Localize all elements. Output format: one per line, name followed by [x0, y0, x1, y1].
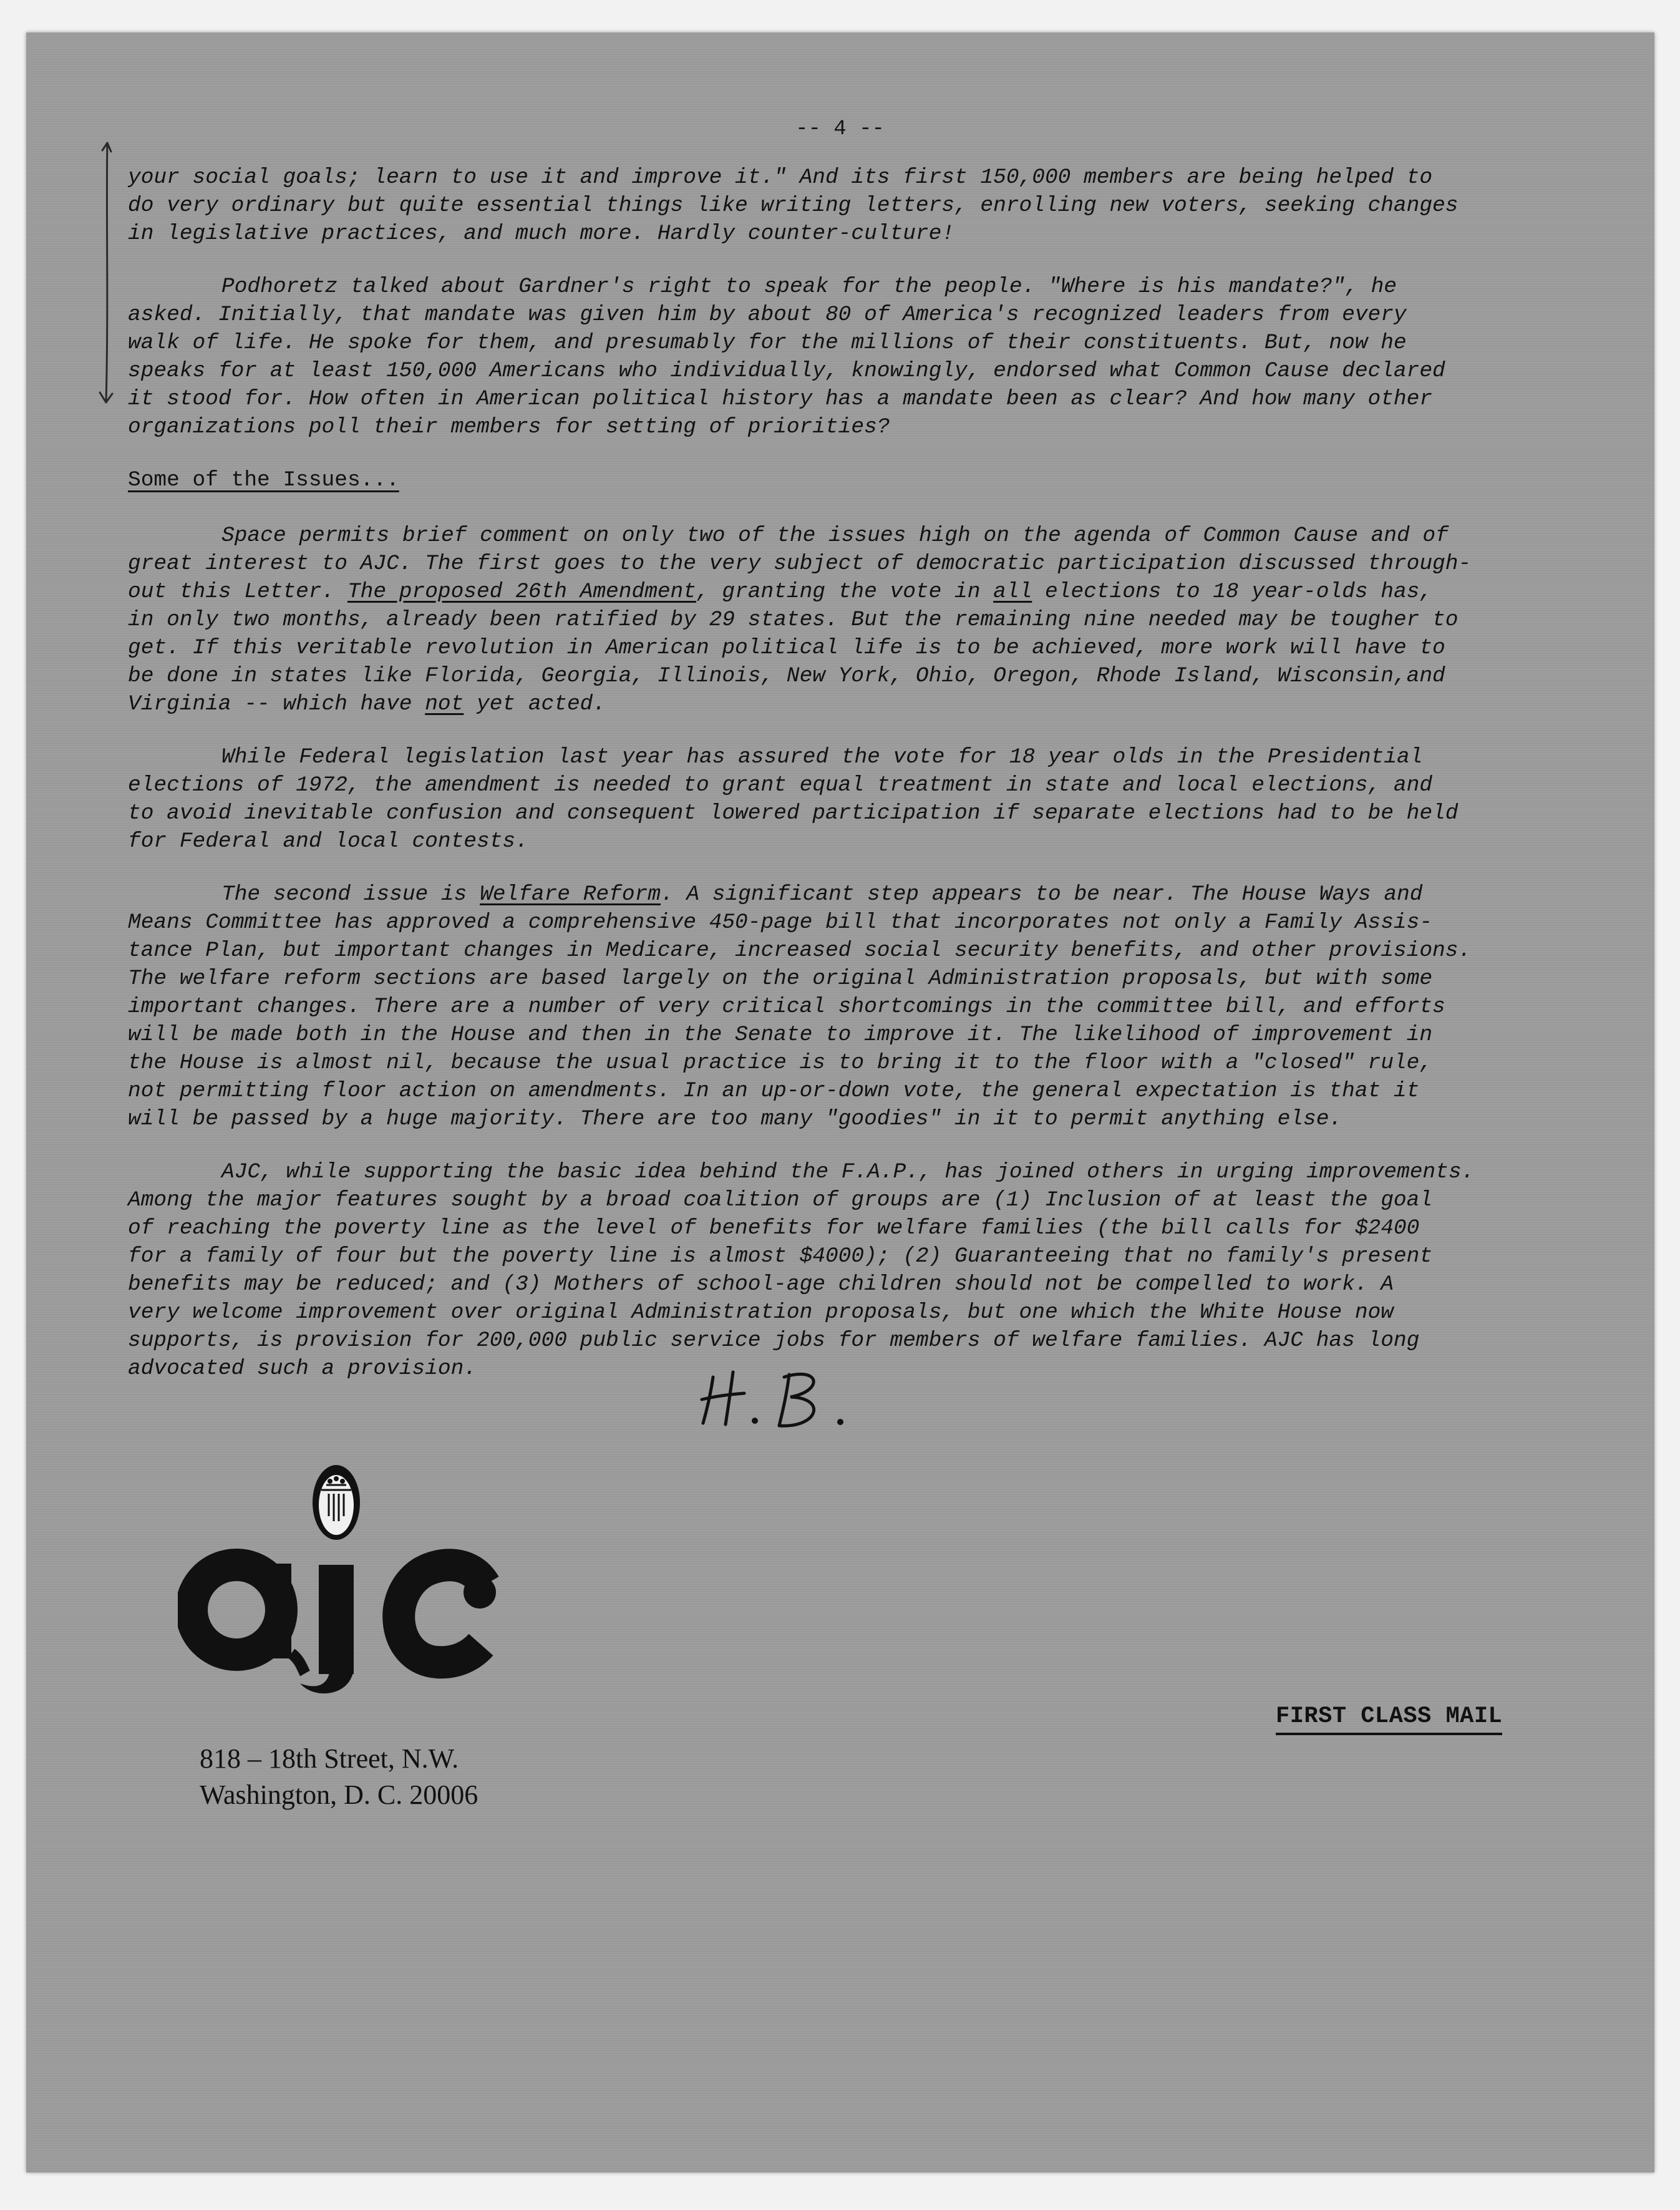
paragraph-2: Podhoretz talked about Gardner's right to speak for the people. "Where is his mandate?", he asked. Initially, that mandate was given him by about 80 of America's recognized leaders from every walk of life. He spoke for them, and presumably for the millions of their constituents. But, now he speaks for at least 150,000 Americans who individually, knowingly, endorsed what Common Cause declared it stood for. How often in American political history has a mandate been as clear? And how many other organizations poll their members for setting of priorities? — [128, 275, 1445, 439]
page-number: -- 4 -- — [795, 117, 885, 141]
all-underlined: all — [993, 580, 1032, 604]
address-line-2: Washington, D. C. 20006 — [200, 1779, 478, 1810]
amendment-underlined: The proposed 26th Amendment — [347, 580, 696, 604]
welfare-reform-underlined: Welfare Reform — [480, 882, 661, 907]
paragraph-3-text: elections to 18 year-olds has, in only two months, already been ratified by 29 states. But the remaining nine needed may be tougher to get. If this veritable revolution in American political life is to be achieved, more work will have to be done in states like Florida, Georgia, Illinois, New York, Ohio, Oregon, Rhode Island, Wisconsin,and Virginia -- which have — [128, 580, 1459, 716]
paragraph-1: your social goals; learn to use it and improve it." And its first 150,000 members are being helped to do very ordinary but quite essential things like writing letters, enrolling new voters, seeking changes in legislative practices, and much more. Hardly counter-culture! — [128, 165, 1459, 246]
not-underlined: not — [425, 692, 464, 716]
ajc-logo — [178, 1454, 552, 1703]
first-class-mail-stamp: FIRST CLASS MAIL — [1276, 1703, 1502, 1735]
margin-bracket-mark — [94, 140, 119, 415]
section-heading: Some of the Issues... — [128, 468, 399, 492]
paragraph-3-text: , granting the vote in — [696, 580, 994, 604]
paragraph-3-text: yet acted. — [464, 692, 606, 716]
paragraph-5-text: The second issue is — [221, 882, 480, 907]
paragraph-6: AJC, while supporting the basic idea behind the F.A.P., has joined others in urging improvements. Among the major features sought by a broad coalition of groups are (1) Inclusion of at least the goal of reaching the poverty line as the level of benefits for welfare families (the bill calls for $2400 for a family of four but the poverty line is almost $4000); (2) Guaranteeing that no family's present benefits may be reduced; and (3) Mothers of school-age children should not be compelled to work. A very welcome improvement over original Administration proposals, but one which the White House now supports, is provision for 200,000 public service jobs for members of welfare families. AJC has long advocated such a provision. — [128, 1160, 1475, 1381]
paragraph-4: While Federal legislation last year has assured the vote for 18 year olds in the Presidential elections of 1972, the amendment is needed to grant equal treatment in state and local elections, and to avoid inevitable confusion and consequent lowered participation if separate elections had to be held for Federal and local contests. — [128, 745, 1459, 854]
paragraph-5 — [128, 880, 1556, 1133]
address-line-1: 818 – 18th Street, N.W. — [200, 1743, 459, 1774]
letter-body — [128, 163, 1556, 1408]
mailing-address — [200, 1741, 478, 1813]
handwritten-initials-signature — [696, 1363, 858, 1432]
paragraph-3-text: Space permits brief comment on only two of the issues high on the agenda of Common Cause and of great interest to AJC. The first goes to the very subject of democratic participation discussed through- out this Letter. — [128, 523, 1472, 604]
paragraph-3 — [128, 522, 1556, 718]
paragraph-5-text: . A significant step appears to be near. The House Ways and Means Committee has approved a comprehensive 450-page bill that incorporates not only a Family Assis- tance Plan, but important changes in Medicare, increased social security benefits, and other provisions. The welfare reform sections are based largely on the original Administration proposals, but with some important changes. There are a number of very critical shortcomings in the committee bill, and efforts will be made both in the House and then in the Senate to improve it. The likelihood of improvement in the House is almost nil, because the usual practice is to bring it to the floor with a "closed" rule, not permitting floor action on amendments. In an up-or-down vote, the general expectation is that it will be passed by a huge majority. There are too many "goodies" in it to permit anything else. — [128, 882, 1472, 1131]
